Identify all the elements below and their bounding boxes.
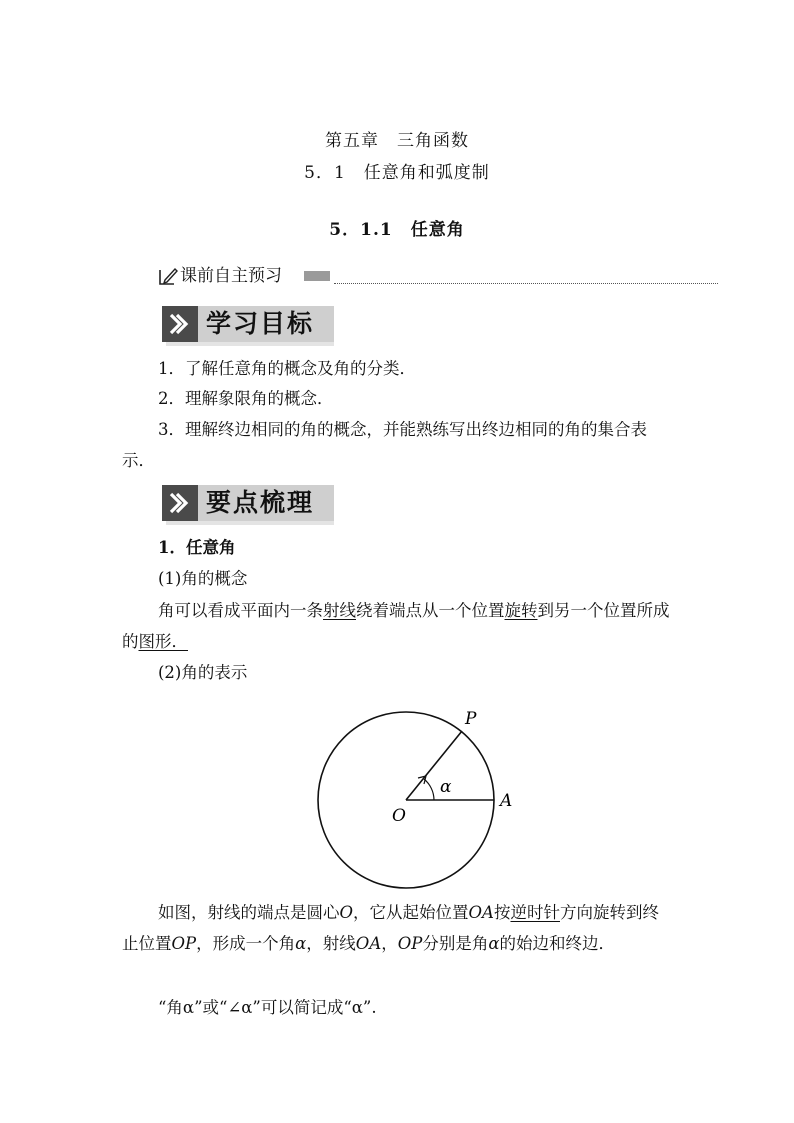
term-rotation: 旋转 — [504, 601, 538, 620]
key-point-heading: 1．任意角 — [158, 538, 236, 557]
notation-note: “角α”或“∠α”可以简记成“α”. — [158, 998, 377, 1017]
objective-item-1: 1．了解任意角的概念及角的分类． — [158, 359, 416, 378]
ray-OP — [406, 731, 462, 800]
term-ray: 射线 — [323, 601, 356, 620]
objectives-banner-text: 学习目标 — [206, 309, 315, 338]
term-figure: 图形． — [138, 632, 188, 651]
chevron-right-icon — [162, 306, 198, 342]
label-P: P — [465, 709, 477, 729]
objective-item-3: 3．理解终边相同的角的概念，并能熟练写出终边相同的角的集合表示． — [122, 420, 647, 470]
key-points-banner — [162, 485, 334, 525]
preview-grey-block — [304, 271, 330, 281]
key-points-banner-text: 要点梳理 — [206, 488, 315, 517]
preview-bar — [158, 264, 718, 288]
objective-item-2: 2．理解象限角的概念． — [158, 389, 334, 408]
objectives-banner — [162, 306, 334, 346]
representation-title: (2)角的表示 — [158, 663, 248, 682]
label-alpha: α — [440, 777, 452, 797]
angle-figure — [300, 700, 540, 900]
concept-paragraph: 角可以看成平面内一条射线绕着端点从一个位置旋转到另一个位置所成的图形． — [122, 601, 670, 651]
edit-icon — [158, 266, 178, 286]
chevron-right-icon — [162, 485, 198, 521]
angle-arc — [424, 779, 434, 800]
term-counterclockwise: 逆时针 — [510, 903, 560, 922]
label-O: O — [392, 806, 406, 826]
section-title: 5．1 任意角和弧度制 — [304, 163, 490, 183]
label-A: A — [500, 791, 513, 811]
subsection-title: 5．1.1 任意角 — [329, 220, 465, 240]
description-paragraph: 如图，射线的端点是圆心O，它从起始位置OA按逆时针方向旋转到终止位置OP，形成一个角α，射线OA，OP分别是角α的始边和终边． — [122, 903, 659, 953]
concept-title: (1)角的概念 — [158, 569, 248, 588]
preview-divider — [334, 283, 718, 284]
chapter-title: 第五章 三角函数 — [325, 131, 469, 151]
preview-label: 课前自主预习 — [180, 266, 282, 286]
